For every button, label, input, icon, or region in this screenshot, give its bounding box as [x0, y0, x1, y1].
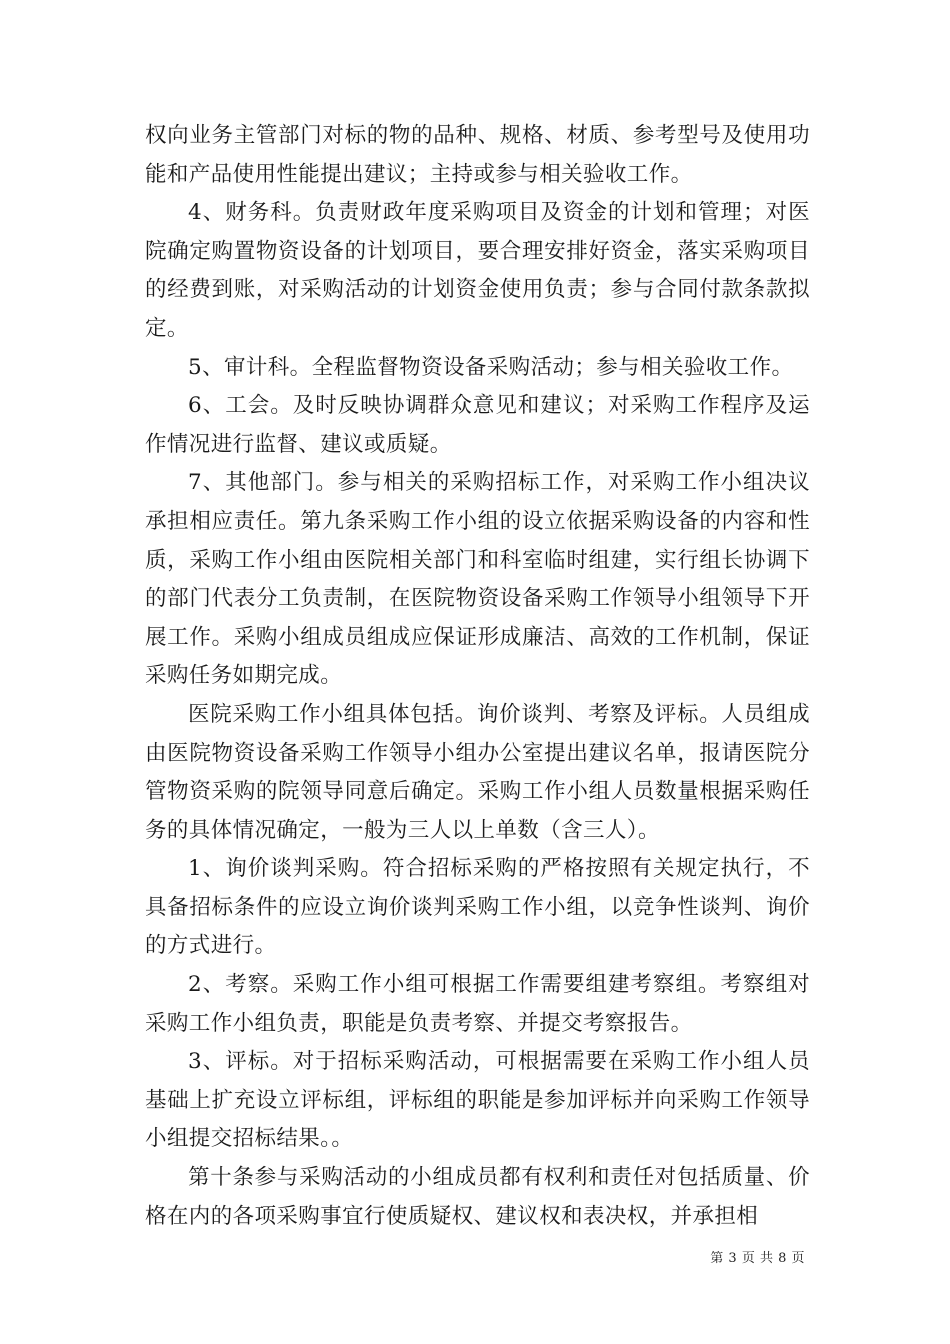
paragraph-10: 第十条参与采购活动的小组成员都有权利和责任对包括质量、价格在内的各项采购事宜行使质疑权、建议权和表决权，并承担相 — [145, 1165, 810, 1229]
document-body — [145, 117, 810, 1236]
paragraph-4: 6、工会。及时反映协调群众意见和建议；对采购工作程序及运作情况进行监督、建议或质疑。 — [145, 393, 810, 457]
paragraph-9: 3、评标。对于招标采购活动，可根据需要在采购工作小组人员基础上扩充设立评标组，评标组的职能是参加评标并向采购工作领导小组提交招标结果。。 — [145, 1049, 810, 1152]
paragraph-3: 5、审计科。全程监督物资设备采购活动；参与相关验收工作。 — [188, 354, 794, 380]
paragraph-5: 7、其他部门。参与相关的采购招标工作，对采购工作小组决议承担相应责任。第九条采购工作小组的设立依据采购设备的内容和性质，采购工作小组由医院相关部门和科室临时组建，实行组长协调下的部门代表分工负责制，在医院物资设备采购工作领导小组领导下开展工作。采购小组成员组成应保证形成廉洁、高效的工作机制，保证采购任务如期完成。 — [145, 470, 810, 689]
paragraph-1: 权向业务主管部门对标的物的品种、规格、材质、参考型号及使用功能和产品使用性能提出建议；主持或参与相关验收工作。 — [145, 123, 810, 187]
page-number-footer: 第 3 页 共 8 页 — [710, 1251, 805, 1266]
paragraph-7: 1、询价谈判采购。符合招标采购的严格按照有关规定执行，不具备招标条件的应设立询价谈判采购工作小组，以竞争性谈判、询价的方式进行。 — [145, 856, 810, 959]
paragraph-6: 医院采购工作小组具体包括。询价谈判、考察及评标。人员组成由医院物资设备采购工作领导小组办公室提出建议名单，报请医院分管物资采购的院领导同意后确定。采购工作小组人员数量根据采购任务的具体情况确定，一般为三人以上单数（含三人）。 — [145, 701, 810, 843]
paragraph-8: 2、考察。采购工作小组可根据工作需要组建考察组。考察组对采购工作小组负责，职能是负责考察、并提交考察报告。 — [145, 972, 810, 1036]
paragraph-2: 4、财务科。负责财政年度采购项目及资金的计划和管理；对医院确定购置物资设备的计划项目，要合理安排好资金，落实采购项目的经费到账，对采购活动的计划资金使用负责；参与合同付款条款拟定。 — [145, 200, 810, 341]
